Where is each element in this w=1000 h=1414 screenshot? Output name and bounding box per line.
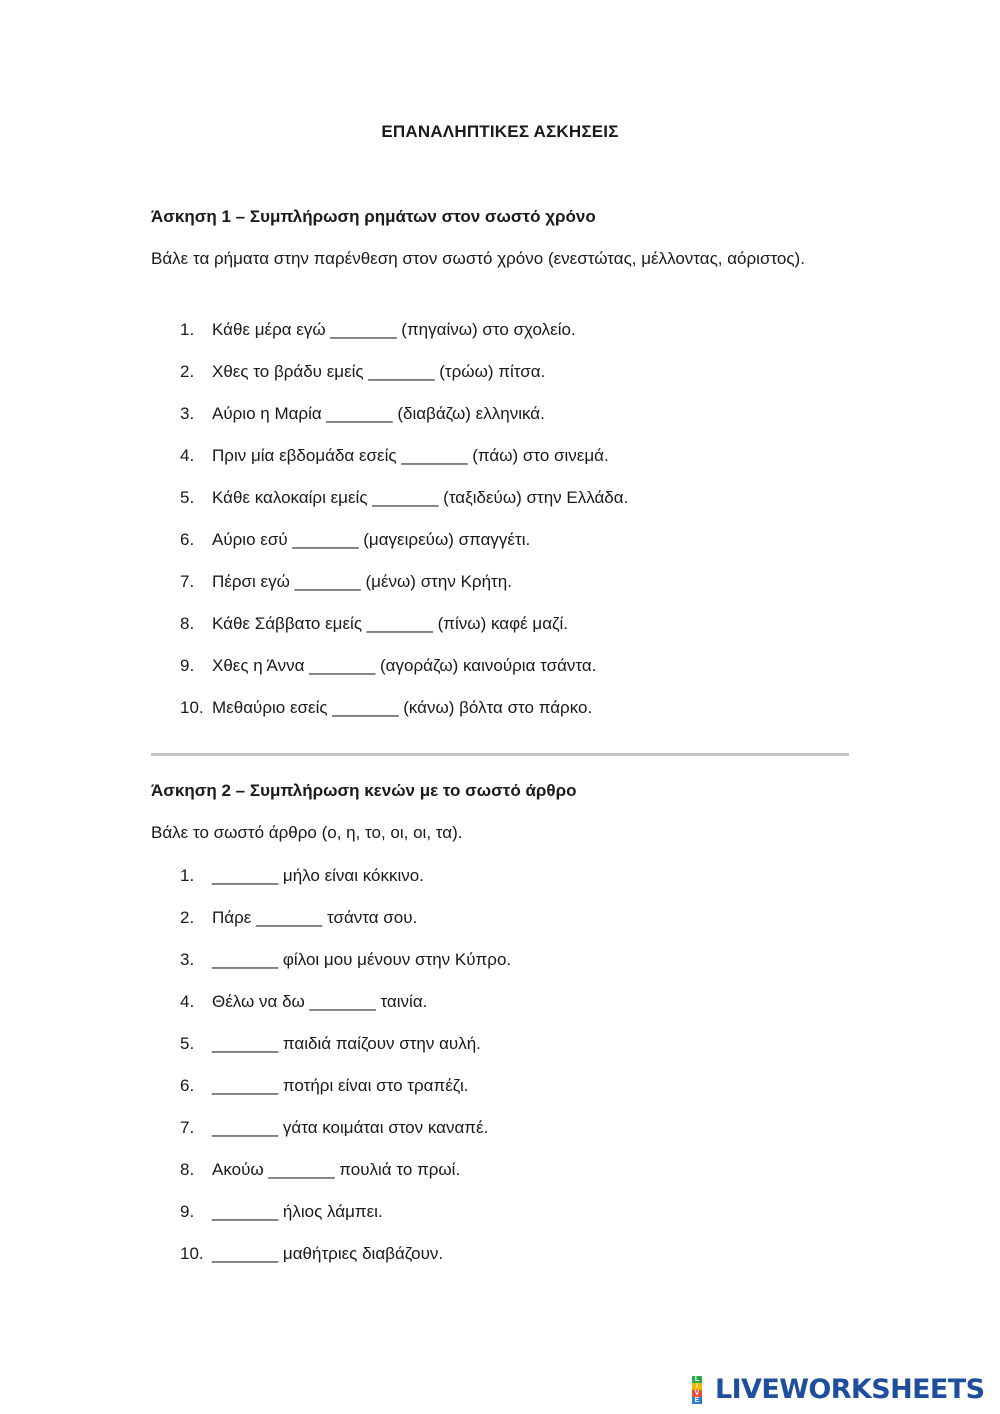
item-number: 7. xyxy=(180,572,195,591)
logo-letter-i: I xyxy=(692,1383,702,1390)
item-text: Κάθε καλοκαίρι εμείς _______ (ταξιδεύω) στην Ελλάδα. xyxy=(212,488,629,507)
item-number: 2. xyxy=(180,362,195,381)
list-item xyxy=(180,1202,511,1244)
page-title: ΕΠΑΝΑΛΗΠΤΙΚΕΣ ΑΣΚΗΣΕΙΣ xyxy=(381,122,619,141)
liveworksheets-logo[interactable] xyxy=(692,1374,984,1405)
item-text: Αύριο η Μαρία _______ (διαβάζω) ελληνικά. xyxy=(212,404,545,423)
list-item xyxy=(180,1076,511,1118)
list-item xyxy=(180,362,628,404)
item-text: _______ παιδιά παίζουν στην αυλή. xyxy=(212,1034,481,1053)
item-text: Πέρσι εγώ _______ (μένω) στην Κρήτη. xyxy=(212,572,512,591)
logo-letter-e: E xyxy=(692,1397,702,1404)
item-text: _______ μαθήτριες διαβάζουν. xyxy=(212,1244,444,1263)
list-item xyxy=(180,950,511,992)
item-number: 3. xyxy=(180,950,195,969)
item-text: Χθες το βράδυ εμείς _______ (τρώω) πίτσα. xyxy=(212,362,546,381)
item-number: 1. xyxy=(180,320,195,339)
item-text: Πριν μία εβδομάδα εσείς _______ (πάω) στο σινεμά. xyxy=(212,446,609,465)
list-item xyxy=(180,908,511,950)
list-item xyxy=(180,614,628,656)
item-text: _______ φίλοι μου μένουν στην Κύπρο. xyxy=(212,950,512,969)
list-item xyxy=(180,1034,511,1076)
item-text: Θέλω να δω _______ ταινία. xyxy=(212,992,428,1011)
item-text: _______ μήλο είναι κόκκινο. xyxy=(212,866,424,885)
list-item xyxy=(180,488,628,530)
list-item xyxy=(180,866,511,908)
item-text: Αύριο εσύ _______ (μαγειρεύω) σπαγγέτι. xyxy=(212,530,531,549)
item-number: 5. xyxy=(180,1034,195,1053)
list-item xyxy=(180,1244,511,1286)
item-number: 9. xyxy=(180,656,195,675)
logo-letter-v: V xyxy=(692,1390,702,1397)
item-number: 2. xyxy=(180,908,195,927)
list-item xyxy=(180,698,628,740)
item-number: 8. xyxy=(180,614,195,633)
exercise2-list xyxy=(180,866,511,1286)
item-text: Ακούω _______ πουλιά το πρωί. xyxy=(212,1160,461,1179)
item-number: 9. xyxy=(180,1202,195,1221)
list-item xyxy=(180,656,628,698)
exercise2-instruction: Βάλε το σωστό άρθρο (ο, η, το, οι, οι, τα). xyxy=(151,823,463,842)
item-number: 10. xyxy=(180,698,204,717)
item-number: 4. xyxy=(180,992,195,1011)
list-item xyxy=(180,446,628,488)
exercise1-heading: Άσκηση 1 – Συμπλήρωση ρημάτων στον σωστό χρόνο xyxy=(151,207,596,226)
item-number: 1. xyxy=(180,866,195,885)
item-number: 6. xyxy=(180,1076,195,1095)
item-text: Πάρε _______ τσάντα σου. xyxy=(212,908,418,927)
exercise2-heading: Άσκηση 2 – Συμπλήρωση κενών με το σωστό άρθρο xyxy=(151,781,577,800)
item-text: Κάθε Σάββατο εμείς _______ (πίνω) καφέ μαζί. xyxy=(212,614,569,633)
item-text: _______ γάτα κοιμάται στον καναπέ. xyxy=(212,1118,489,1137)
logo-mark-icon xyxy=(692,1376,712,1404)
item-number: 8. xyxy=(180,1160,195,1179)
list-item xyxy=(180,320,628,362)
logo-letter-l: L xyxy=(692,1376,702,1383)
item-number: 5. xyxy=(180,488,195,507)
item-text: Μεθαύριο εσείς _______ (κάνω) βόλτα στο πάρκο. xyxy=(212,698,593,717)
list-item xyxy=(180,404,628,446)
exercise1-list xyxy=(180,320,628,740)
item-number: 7. xyxy=(180,1118,195,1137)
list-item xyxy=(180,1118,511,1160)
list-item xyxy=(180,572,628,614)
list-item xyxy=(180,530,628,572)
item-text: _______ ήλιος λάμπει. xyxy=(212,1202,383,1221)
item-number: 3. xyxy=(180,404,195,423)
section-divider xyxy=(151,753,849,756)
item-number: 4. xyxy=(180,446,195,465)
list-item xyxy=(180,1160,511,1202)
logo-text: LIVEWORKSHEETS xyxy=(715,1374,985,1405)
item-number: 10. xyxy=(180,1244,204,1263)
item-text: _______ ποτήρι είναι στο τραπέζι. xyxy=(212,1076,469,1095)
exercise1-instruction: Βάλε τα ρήματα στην παρένθεση στον σωστό χρόνο (ενεστώτας, μέλλοντας, αόριστος). xyxy=(151,249,805,268)
item-text: Χθες η Άννα _______ (αγοράζω) καινούρια τσάντα. xyxy=(212,656,597,675)
item-text: Κάθε μέρα εγώ _______ (πηγαίνω) στο σχολείο. xyxy=(212,320,576,339)
list-item xyxy=(180,992,511,1034)
item-number: 6. xyxy=(180,530,195,549)
